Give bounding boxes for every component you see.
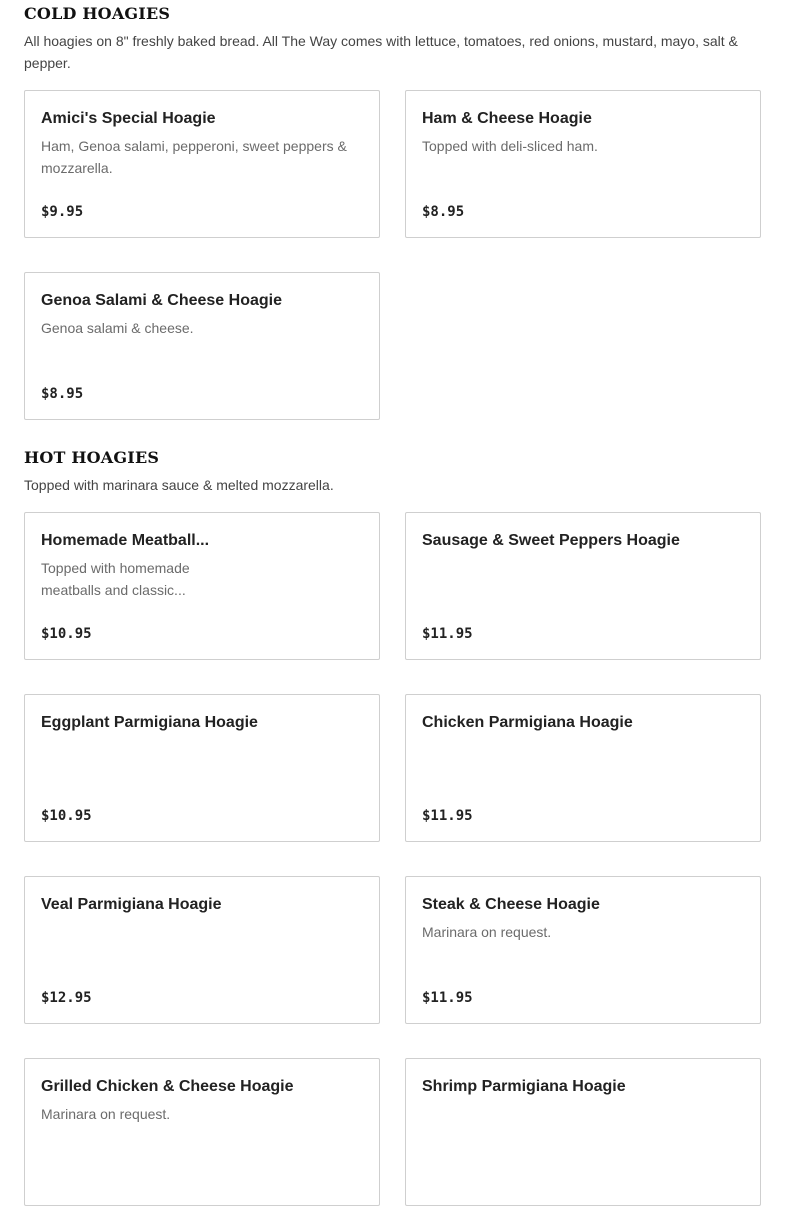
menu-item-price: $11.95 [422,626,473,642]
menu-item-name: Amici's Special Hoagie [41,110,216,127]
menu-item-description: Marinara on request. [422,924,552,940]
menu-item-name: Grilled Chicken & Cheese Hoagie [41,1078,294,1095]
menu-item-card[interactable] [24,876,380,1024]
menu-item-name: Chicken Parmigiana Hoagie [422,714,633,731]
menu-item-description: Topped with homemade meatballs and classic... [41,560,190,598]
menu-item-price: $8.95 [41,386,84,402]
menu-item-name: Steak & Cheese Hoagie [422,896,600,913]
menu-item-description: Marinara on request. [41,1106,171,1122]
section-title-hot-hoagies: HOT HOAGIES [24,448,160,467]
section-description-cold-hoagies: All hoagies on 8" freshly baked bread. All The Way comes with lettuce, tomatoes, red onions, mustard, mayo, salt & pepper. [24,33,738,71]
menu-item-name: Shrimp Parmigiana Hoagie [422,1078,626,1095]
menu-item-card[interactable] [405,1058,761,1206]
menu-item-price: $9.95 [41,204,84,220]
menu-item-price: $10.95 [41,626,92,642]
menu-item-card[interactable] [24,1058,380,1206]
menu-item-card[interactable] [24,694,380,842]
menu-item-card[interactable] [405,876,761,1024]
menu-item-price: $10.95 [41,808,92,824]
menu-item-description: Ham, Genoa salami, pepperoni, sweet peppers & mozzarella. [41,138,347,176]
menu-item-name: Eggplant Parmigiana Hoagie [41,714,258,731]
menu-item-price: $8.95 [422,204,465,220]
menu-item-card[interactable] [24,272,380,420]
menu-item-card[interactable] [405,90,761,238]
menu-item-name: Ham & Cheese Hoagie [422,110,592,127]
menu-item-price: $12.95 [41,990,92,1006]
menu-item-name: Sausage & Sweet Peppers Hoagie [422,532,680,549]
menu-item-name: Veal Parmigiana Hoagie [41,896,222,913]
section-title-cold-hoagies: COLD HOAGIES [24,4,171,23]
menu-item-card[interactable] [24,512,380,660]
menu-item-card[interactable] [24,90,380,238]
section-description-hot-hoagies: Topped with marinara sauce & melted mozzarella. [24,477,334,493]
menu-item-name: Homemade Meatball... [41,532,210,549]
menu-item-name: Genoa Salami & Cheese Hoagie [41,292,282,309]
menu-item-card[interactable] [405,512,761,660]
menu-item-price: $11.95 [422,808,473,824]
menu-item-description: Topped with deli-sliced ham. [422,138,598,154]
menu-item-price: $11.95 [422,990,473,1006]
menu-item-card[interactable] [405,694,761,842]
menu-item-description: Genoa salami & cheese. [41,320,194,336]
